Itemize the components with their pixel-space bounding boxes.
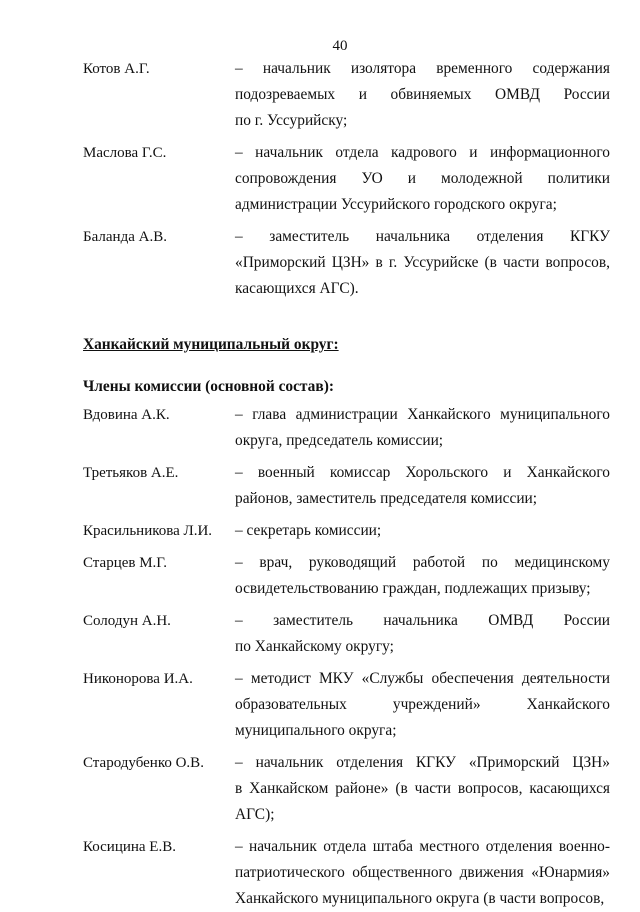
role-line: АГС); <box>235 806 275 823</box>
role-line: по г. Уссурийску; <box>235 112 348 129</box>
role-line: подозреваемых и обвиняемых ОМВД России <box>235 86 610 103</box>
role-line: освидетельствованию граждан, подлежащих призыву; <box>235 580 591 597</box>
member-name: Солодун А.Н. <box>83 613 171 629</box>
member-role <box>235 750 610 828</box>
member-name: Старцев М.Г. <box>83 555 168 571</box>
role-line: – военный комиссар Хорольского и Ханкайского <box>235 464 610 481</box>
member-role <box>235 518 610 544</box>
role-line: Ханкайского муниципального округа (в части вопросов, <box>235 890 605 907</box>
subsection-title: Члены комиссии (основной состав): <box>83 378 334 395</box>
member-name: Маслова Г.С. <box>83 145 167 161</box>
role-line: – секретарь комиссии; <box>235 522 382 539</box>
member-role <box>235 550 610 602</box>
role-line: касающихся АГС). <box>235 280 359 297</box>
member-name: Косицина Е.В. <box>83 839 176 855</box>
member-role <box>235 224 610 302</box>
member-entry <box>83 56 610 134</box>
member-name: Третьяков А.Е. <box>83 465 179 481</box>
role-line: – начальник отдела штаба местного отделения военно- <box>235 838 610 855</box>
role-line: «Приморский ЦЗН» в г. Уссурийске (в части вопросов, <box>235 254 610 271</box>
member-name: Вдовина А.К. <box>83 407 170 423</box>
role-line: – глава администрации Ханкайского муниципального <box>235 406 610 423</box>
member-entry <box>83 666 610 744</box>
role-line: – врач, руководящий работой по медицинскому <box>235 554 610 571</box>
role-line: районов, заместитель председателя комиссии; <box>235 490 538 507</box>
member-role <box>235 834 610 912</box>
document-body <box>83 56 610 912</box>
member-role <box>235 608 610 660</box>
role-line: муниципального округа; <box>235 722 397 739</box>
member-role <box>235 402 610 454</box>
member-name: Никонорова И.А. <box>83 671 193 687</box>
role-line: патриотического общественного движения «Юнармия» <box>235 864 610 881</box>
role-line: по Ханкайскому округу; <box>235 638 394 655</box>
member-name: Красильникова Л.И. <box>83 523 213 539</box>
role-line: – начальник изолятора временного содержания <box>235 60 610 77</box>
member-entry <box>83 224 610 302</box>
member-name: Стародубенко О.В. <box>83 755 204 771</box>
role-line: администрации Уссурийского городского округа; <box>235 196 557 213</box>
role-line: – заместитель начальника ОМВД России <box>235 612 610 629</box>
role-line: – методист МКУ «Службы обеспечения деятельности <box>235 670 610 687</box>
role-line: образовательных учреждений» Ханкайского <box>235 696 610 713</box>
member-entry <box>83 750 610 828</box>
member-entry <box>83 518 610 544</box>
member-role <box>235 56 610 134</box>
member-role <box>235 666 610 744</box>
member-role <box>235 460 610 512</box>
top-entries-list <box>83 56 610 302</box>
member-entry <box>83 140 610 218</box>
member-name: Баланда А.В. <box>83 229 167 245</box>
member-entry <box>83 460 610 512</box>
member-entry <box>83 608 610 660</box>
role-line: округа, председатель комиссии; <box>235 432 444 449</box>
member-entry <box>83 834 610 912</box>
role-line: сопровождения УО и молодежной политики <box>235 170 610 187</box>
page-number: 40 <box>332 38 348 54</box>
member-role <box>235 140 610 218</box>
role-line: – начальник отделения КГКУ «Приморский ЦЗН» <box>235 754 610 771</box>
member-entry <box>83 402 610 454</box>
member-entry <box>83 550 610 602</box>
role-line: в Ханкайском районе» (в части вопросов, касающихся <box>235 780 610 797</box>
members-list <box>83 402 610 912</box>
member-name: Котов А.Г. <box>83 61 150 77</box>
role-line: – начальник отдела кадрового и информационного <box>235 144 610 161</box>
section-title: Ханкайский муниципальный округ: <box>83 336 339 353</box>
role-line: – заместитель начальника отделения КГКУ <box>235 228 610 245</box>
